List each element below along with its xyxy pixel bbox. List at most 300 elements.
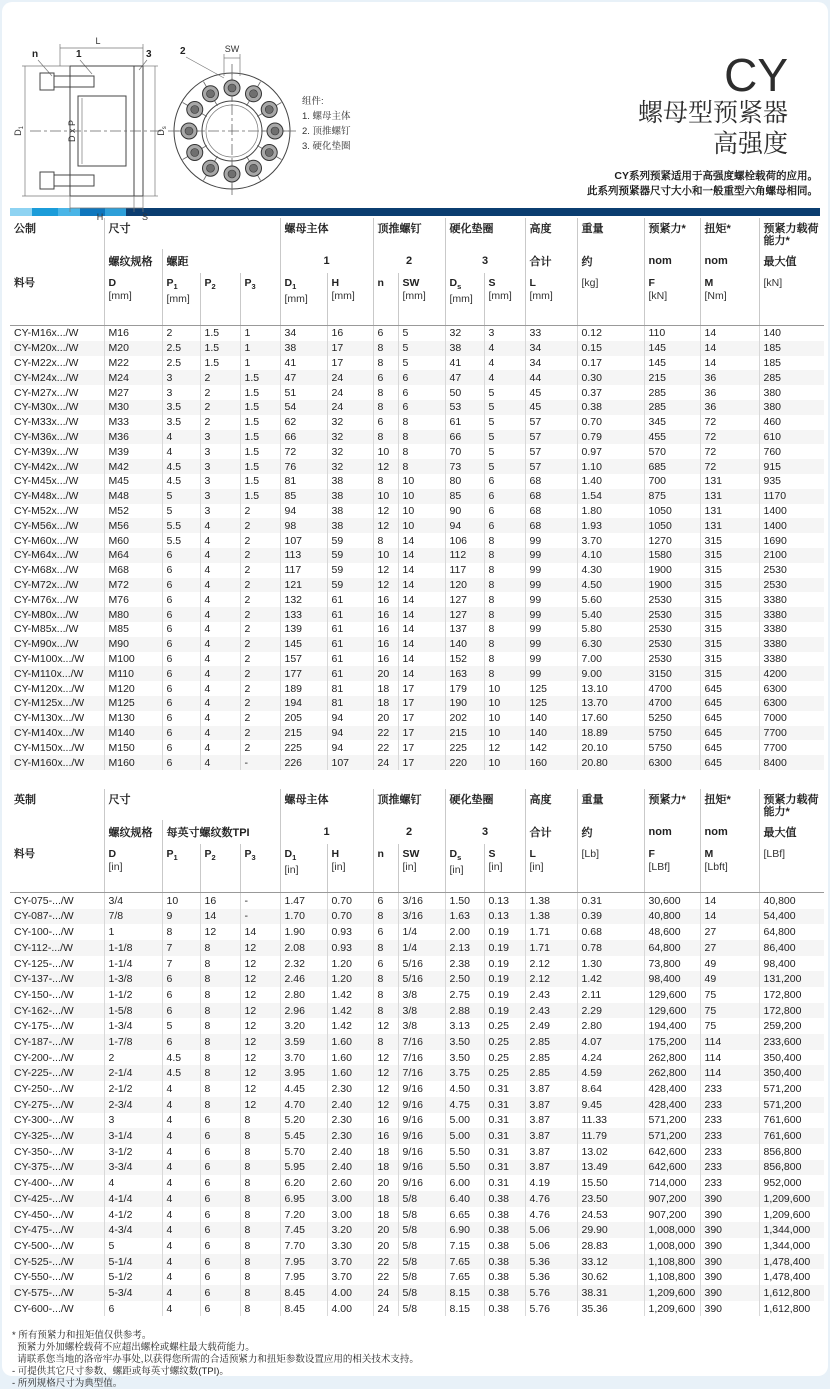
table-row [10, 592, 824, 607]
table-cell: 3.95 [280, 1065, 327, 1081]
table-cell: 0.38 [484, 1254, 525, 1270]
column-subgroup-header: 1 [280, 249, 373, 273]
table-cell: 14 [398, 666, 445, 681]
table-cell: 47 [280, 370, 327, 385]
table-cell: 50 [445, 385, 484, 400]
table-cell: 8 [240, 1269, 280, 1285]
table-cell: 10 [484, 696, 525, 711]
table-cell: 0.31 [484, 1144, 525, 1160]
table-cell: 4 [200, 592, 240, 607]
table-cell: 1.42 [327, 1003, 373, 1019]
table-cell: 18 [373, 681, 398, 696]
dim-label-ds: $D_s$ [156, 126, 168, 136]
table-cell: 17 [398, 755, 445, 770]
table-cell: 8 [240, 1285, 280, 1301]
table-cell: CY-M72x.../W [14, 578, 79, 591]
table-cell: 6 [162, 622, 200, 637]
table-cell: 4 [200, 681, 240, 696]
component-legend [302, 94, 351, 154]
table-cell: 4 [162, 1160, 200, 1176]
table-cell: 4200 [759, 666, 824, 681]
table-cell: 5/16 [398, 956, 445, 972]
table-cell: 285 [759, 370, 824, 385]
table-cell: 761,600 [759, 1113, 824, 1129]
table-cell: 4 [162, 1113, 200, 1129]
table-cell: 0.31 [484, 1081, 525, 1097]
table-cell: 94 [280, 504, 327, 519]
table-cell: 2530 [644, 652, 700, 667]
table-cell: 1,344,000 [759, 1222, 824, 1238]
table-cell: 12 [240, 1018, 280, 1034]
table-cell: 59 [327, 578, 373, 593]
table-cell: 7.95 [280, 1269, 327, 1285]
column-header: D [mm] [104, 273, 162, 326]
table-cell: 8 [200, 1065, 240, 1081]
table-cell: 428,400 [644, 1097, 700, 1113]
column-header: H [mm] [327, 273, 373, 326]
table-cell: 14 [398, 607, 445, 622]
table-cell: 3380 [759, 652, 824, 667]
table-cell: 1.71 [525, 924, 577, 940]
table-cell: 5 [162, 504, 200, 519]
table-cell: 22 [373, 726, 398, 741]
table-cell: 2.13 [445, 940, 484, 956]
table-cell: 61 [327, 592, 373, 607]
table-cell: 8 [373, 987, 398, 1003]
table-cell: 5 [484, 400, 525, 415]
table-cell: 1.71 [525, 940, 577, 956]
table-cell: 233 [700, 1175, 759, 1191]
callout-3: 3 [146, 49, 152, 60]
table-cell: 61 [327, 666, 373, 681]
table-cell: M33 [104, 415, 162, 430]
table-cell: 0.19 [484, 987, 525, 1003]
table-cell: 8400 [759, 755, 824, 770]
table-cell: 4 [162, 444, 200, 459]
table-cell: CY-350-.../W [14, 1145, 74, 1158]
table-cell: M90 [104, 637, 162, 652]
column-header: [LBf] [759, 844, 824, 893]
table-cell: 16 [327, 326, 373, 341]
table-cell: 315 [700, 607, 759, 622]
column-header: F [kN] [644, 273, 700, 326]
table-cell: 9 [162, 909, 200, 925]
table-cell: 129,600 [644, 1003, 700, 1019]
table-cell: 48,600 [644, 924, 700, 940]
column-subgroup-header: nom [700, 820, 759, 844]
table-cell: 1.5 [200, 341, 240, 356]
table-cell: 7.95 [280, 1254, 327, 1270]
table-cell: 0.39 [577, 909, 644, 925]
table-cell: 856,800 [759, 1160, 824, 1176]
table-cell: 8 [240, 1128, 280, 1144]
column-subgroup-header: 螺距 [162, 249, 280, 273]
screw-head-bottom [40, 172, 54, 189]
table-cell: 1/4 [398, 940, 445, 956]
table-cell: CY-M90x.../W [14, 638, 79, 651]
column-header: M [Nm] [700, 273, 759, 326]
table-row [10, 341, 824, 356]
column-header: L [mm] [525, 273, 577, 326]
table-cell: 455 [644, 430, 700, 445]
table-cell: 3.87 [525, 1128, 577, 1144]
table-cell: 6 [162, 740, 200, 755]
column-group-header: 硬化垫圈 [445, 789, 525, 820]
column-header: $P_3$ [240, 273, 280, 326]
table-cell: 220 [445, 755, 484, 770]
table-row [10, 489, 824, 504]
table-row [10, 666, 824, 681]
column-header: $D_s$ [mm] [445, 273, 484, 326]
table-cell: 0.38 [484, 1301, 525, 1317]
table-cell: 4.19 [525, 1175, 577, 1191]
table-cell: 875 [644, 489, 700, 504]
table-cell: M85 [104, 622, 162, 637]
table-cell: 68 [525, 518, 577, 533]
table-cell: 5/8 [398, 1269, 445, 1285]
table-cell: 10 [484, 681, 525, 696]
table-cell: 140 [445, 637, 484, 652]
column-header: SW [mm] [398, 273, 445, 326]
column-subgroup-header: 1 [280, 820, 373, 844]
table-cell: 12 [484, 740, 525, 755]
table-cell: 5 [162, 1018, 200, 1034]
table-cell: 75 [700, 1018, 759, 1034]
table-cell: 145 [644, 356, 700, 371]
table-cell: 3.5 [162, 415, 200, 430]
column-subgroup-header: 约 [577, 820, 644, 844]
table-cell: 6 [373, 326, 398, 341]
table-cell: 315 [700, 563, 759, 578]
table-cell: 233 [700, 1128, 759, 1144]
table-cell: 38.31 [577, 1285, 644, 1301]
table-cell: 2.80 [577, 1018, 644, 1034]
table-cell: 24 [327, 385, 373, 400]
table-cell: 5.76 [525, 1285, 577, 1301]
table-cell: 14 [200, 909, 240, 925]
table-cell: 8 [200, 1003, 240, 1019]
footnotes [12, 1330, 820, 1389]
table-cell: 5.5 [162, 518, 200, 533]
table-cell: 8 [373, 909, 398, 925]
table-cell: 5 [484, 415, 525, 430]
table-cell: 5750 [644, 740, 700, 755]
table-cell: 8 [484, 548, 525, 563]
table-cell: 1900 [644, 578, 700, 593]
table-cell: 0.79 [577, 430, 644, 445]
table-cell: 17 [398, 696, 445, 711]
table-cell: 0.38 [484, 1191, 525, 1207]
table-cell: 4.5 [162, 1050, 200, 1066]
table-cell: 685 [644, 459, 700, 474]
table-cell: 1,209,600 [759, 1207, 824, 1223]
table-cell: 5/8 [398, 1207, 445, 1223]
table-cell: 17 [398, 740, 445, 755]
table-cell: 1.63 [445, 909, 484, 925]
table-cell: 36 [700, 370, 759, 385]
table-cell: 1.5 [240, 444, 280, 459]
table-cell: 1.5 [200, 326, 240, 341]
table-cell: 41 [445, 356, 484, 371]
table-cell: 6 [398, 385, 445, 400]
table-cell: 5.36 [525, 1269, 577, 1285]
table-cell: 428,400 [644, 1081, 700, 1097]
table-cell: 120 [445, 578, 484, 593]
table-cell: 1.5 [200, 356, 240, 371]
table-cell: 8 [240, 1207, 280, 1223]
table-cell: 172,800 [759, 987, 824, 1003]
table-cell: 11.33 [577, 1113, 644, 1129]
column-header: $P_1$ [162, 844, 200, 893]
table-cell: 81 [327, 681, 373, 696]
table-cell: 12 [373, 563, 398, 578]
table-row [10, 909, 824, 925]
table-row [10, 1065, 824, 1081]
table-cell: 61 [327, 637, 373, 652]
table-cell: 1.60 [327, 1034, 373, 1050]
table-cell: 6 [484, 504, 525, 519]
description-line1: CY系列预紧适用于高强度螺栓载荷的应用。 [614, 170, 818, 182]
column-group-header: 螺母主体 [280, 218, 373, 249]
table-cell: 6.40 [445, 1191, 484, 1207]
table-cell: 4 [484, 341, 525, 356]
column-subgroup-header: 3 [445, 249, 525, 273]
table-cell: 6.90 [445, 1222, 484, 1238]
table-cell: 9.00 [577, 666, 644, 681]
table-cell: 30.62 [577, 1269, 644, 1285]
table-cell: 8 [240, 1301, 280, 1317]
table-cell: 4-3/4 [104, 1222, 162, 1238]
column-header: $D_s$ [in] [445, 844, 484, 893]
table-cell: 4 [162, 1254, 200, 1270]
table-cell: 16 [373, 607, 398, 622]
table-cell: 66 [280, 430, 327, 445]
table-cell: 5.60 [577, 592, 644, 607]
table-cell: 3/4 [104, 892, 162, 908]
table-cell: 7.15 [445, 1238, 484, 1254]
table-cell: 4 [200, 622, 240, 637]
table-cell: 3.00 [327, 1207, 373, 1223]
table-cell: M52 [104, 504, 162, 519]
table-cell: 700 [644, 474, 700, 489]
table-cell: 5.06 [525, 1238, 577, 1254]
column-group-header: 预紧力* [644, 789, 700, 820]
table-cell: 129,600 [644, 987, 700, 1003]
table-cell: 10 [398, 489, 445, 504]
table-cell: 5.00 [445, 1128, 484, 1144]
table-row [10, 940, 824, 956]
table-cell: 350,400 [759, 1050, 824, 1066]
table-cell: CY-175-.../W [14, 1020, 74, 1033]
table-cell: 1.60 [327, 1065, 373, 1081]
table-cell: 1690 [759, 533, 824, 548]
table-row [10, 1175, 824, 1191]
table-cell: M100 [104, 652, 162, 667]
table-cell: 29.90 [577, 1222, 644, 1238]
table-cell: 4 [200, 652, 240, 667]
table-cell: 5.76 [525, 1301, 577, 1317]
table-cell: 6 [162, 666, 200, 681]
table-cell: 86,400 [759, 940, 824, 956]
table-cell: 2.5 [162, 356, 200, 371]
table-cell: 4 [200, 607, 240, 622]
table-cell: 5750 [644, 726, 700, 741]
table-cell: 6 [373, 956, 398, 972]
table-cell: 6 [162, 548, 200, 563]
table-cell: 38 [327, 504, 373, 519]
table-cell: CY-550-.../W [14, 1271, 74, 1284]
table-cell: 3.87 [525, 1081, 577, 1097]
table-cell: 645 [700, 726, 759, 741]
table-cell: 1 [240, 326, 280, 341]
table-cell: 16 [373, 592, 398, 607]
table-cell: CY-M33x.../W [14, 416, 79, 429]
table-cell: 8 [398, 415, 445, 430]
table-cell: 140 [525, 711, 577, 726]
table-cell: 460 [759, 415, 824, 430]
table-cell: 5-3/4 [104, 1285, 162, 1301]
table-cell: 72 [700, 415, 759, 430]
table-cell: M20 [104, 341, 162, 356]
table-cell: 3 [104, 1113, 162, 1129]
table-cell: 16 [373, 637, 398, 652]
table-cell: 61 [327, 607, 373, 622]
table-cell: 13.10 [577, 681, 644, 696]
table-cell: 570 [644, 444, 700, 459]
table-cell: 2 [240, 681, 280, 696]
table-cell: 4 [162, 1081, 200, 1097]
table-row [10, 1285, 824, 1301]
table-cell: 1-1/2 [104, 987, 162, 1003]
table-cell: 3.87 [525, 1113, 577, 1129]
table-cell: 18 [373, 696, 398, 711]
datasheet-card [2, 2, 828, 1389]
table-row [10, 607, 824, 622]
table-cell: 2-1/4 [104, 1065, 162, 1081]
table-cell: CY-M140x.../W [14, 726, 85, 739]
table-cell: 4.75 [445, 1097, 484, 1113]
table-cell: 1.20 [327, 956, 373, 972]
table-cell: 3.59 [280, 1034, 327, 1050]
table-cell: CY-150-.../W [14, 988, 74, 1001]
table-cell: CY-400-.../W [14, 1177, 74, 1190]
column-header: [kN] [759, 273, 824, 326]
legend-items [302, 109, 351, 154]
table-cell: CY-450-.../W [14, 1208, 74, 1221]
table-cell: 1,344,000 [759, 1238, 824, 1254]
table-cell: 315 [700, 622, 759, 637]
table-cell: 8 [398, 444, 445, 459]
table-cell: 3/8 [398, 987, 445, 1003]
imperial-table [10, 789, 820, 1317]
table-cell: 6 [162, 637, 200, 652]
table-cell: 226 [280, 755, 327, 770]
column-group-header: 预紧力载荷能力* [759, 789, 824, 820]
column-header: $D_1$ [mm] [280, 273, 327, 326]
footnote-line: 请联系您当地的洛帝牢办事处,以获得您所需的合适预紧力和扭矩参数设置应用的相关技术支持。 [12, 1354, 419, 1366]
table-cell: CY-M68x.../W [14, 564, 79, 577]
table-cell: 0.70 [327, 892, 373, 908]
table-row [10, 474, 824, 489]
table-cell: 36 [700, 385, 759, 400]
table-cell: CY-M60x.../W [14, 534, 79, 547]
table-cell: 4 [200, 755, 240, 770]
table-cell: 72 [700, 459, 759, 474]
table-cell: 4.76 [525, 1191, 577, 1207]
table-cell: CY-M20x.../W [14, 342, 79, 355]
dim-label-sw: SW [224, 44, 240, 54]
table-cell: 3.75 [445, 1065, 484, 1081]
table-cell: 4.30 [577, 563, 644, 578]
table-row [10, 1113, 824, 1129]
table-cell: 3 [162, 385, 200, 400]
table-cell: 24 [373, 1285, 398, 1301]
table-cell: 99 [525, 652, 577, 667]
table-cell: 8 [373, 385, 398, 400]
table-cell: 8.15 [445, 1301, 484, 1317]
table-cell: 7.20 [280, 1207, 327, 1223]
table-cell: 17 [398, 726, 445, 741]
column-subgroup-header [10, 820, 104, 844]
table-cell: 645 [700, 755, 759, 770]
column-group-header: 高度 [525, 789, 577, 820]
table-cell: 4 [200, 740, 240, 755]
table-cell: 0.13 [484, 892, 525, 908]
table-cell: M160 [104, 755, 162, 770]
table-cell: 3380 [759, 637, 824, 652]
table-cell: 73,800 [644, 956, 700, 972]
table-cell: 1 [240, 356, 280, 371]
table-cell: 645 [700, 711, 759, 726]
table-cell: 24 [373, 1301, 398, 1317]
table-cell: 202 [445, 711, 484, 726]
table-cell: 30,600 [644, 892, 700, 908]
table-cell: 6 [398, 400, 445, 415]
table-cell: 3 [200, 430, 240, 445]
table-cell: 5.06 [525, 1222, 577, 1238]
table-cell: 4 [162, 1301, 200, 1317]
table-cell: 106 [445, 533, 484, 548]
table-cell: 1.30 [577, 956, 644, 972]
table-cell: 5 [162, 489, 200, 504]
table-cell: 1.10 [577, 459, 644, 474]
page-title: 螺母型预紧器 [637, 99, 788, 127]
table-cell: 3.87 [525, 1160, 577, 1176]
table-cell: 18 [373, 1207, 398, 1223]
table-cell: 0.25 [484, 1065, 525, 1081]
table-cell: 571,200 [759, 1081, 824, 1097]
table-cell: 0.31 [484, 1175, 525, 1191]
table-cell: 185 [759, 356, 824, 371]
table-cell: 952,000 [759, 1175, 824, 1191]
table-cell: 3150 [644, 666, 700, 681]
table-row [10, 1207, 824, 1223]
table-cell: 233 [700, 1097, 759, 1113]
table-cell: M48 [104, 489, 162, 504]
table-row [10, 1050, 824, 1066]
table-cell: 3380 [759, 622, 824, 637]
table-cell: 2.85 [525, 1065, 577, 1081]
table-cell: CY-M42x.../W [14, 460, 79, 473]
table-cell: 3380 [759, 592, 824, 607]
table-cell: CY-475-.../W [14, 1224, 74, 1237]
table-cell: CY-600-.../W [14, 1302, 74, 1315]
table-row [10, 370, 824, 385]
table-cell: 16 [200, 892, 240, 908]
table-cell: 163 [445, 666, 484, 681]
table-cell: 12 [373, 504, 398, 519]
table-cell: 645 [700, 740, 759, 755]
